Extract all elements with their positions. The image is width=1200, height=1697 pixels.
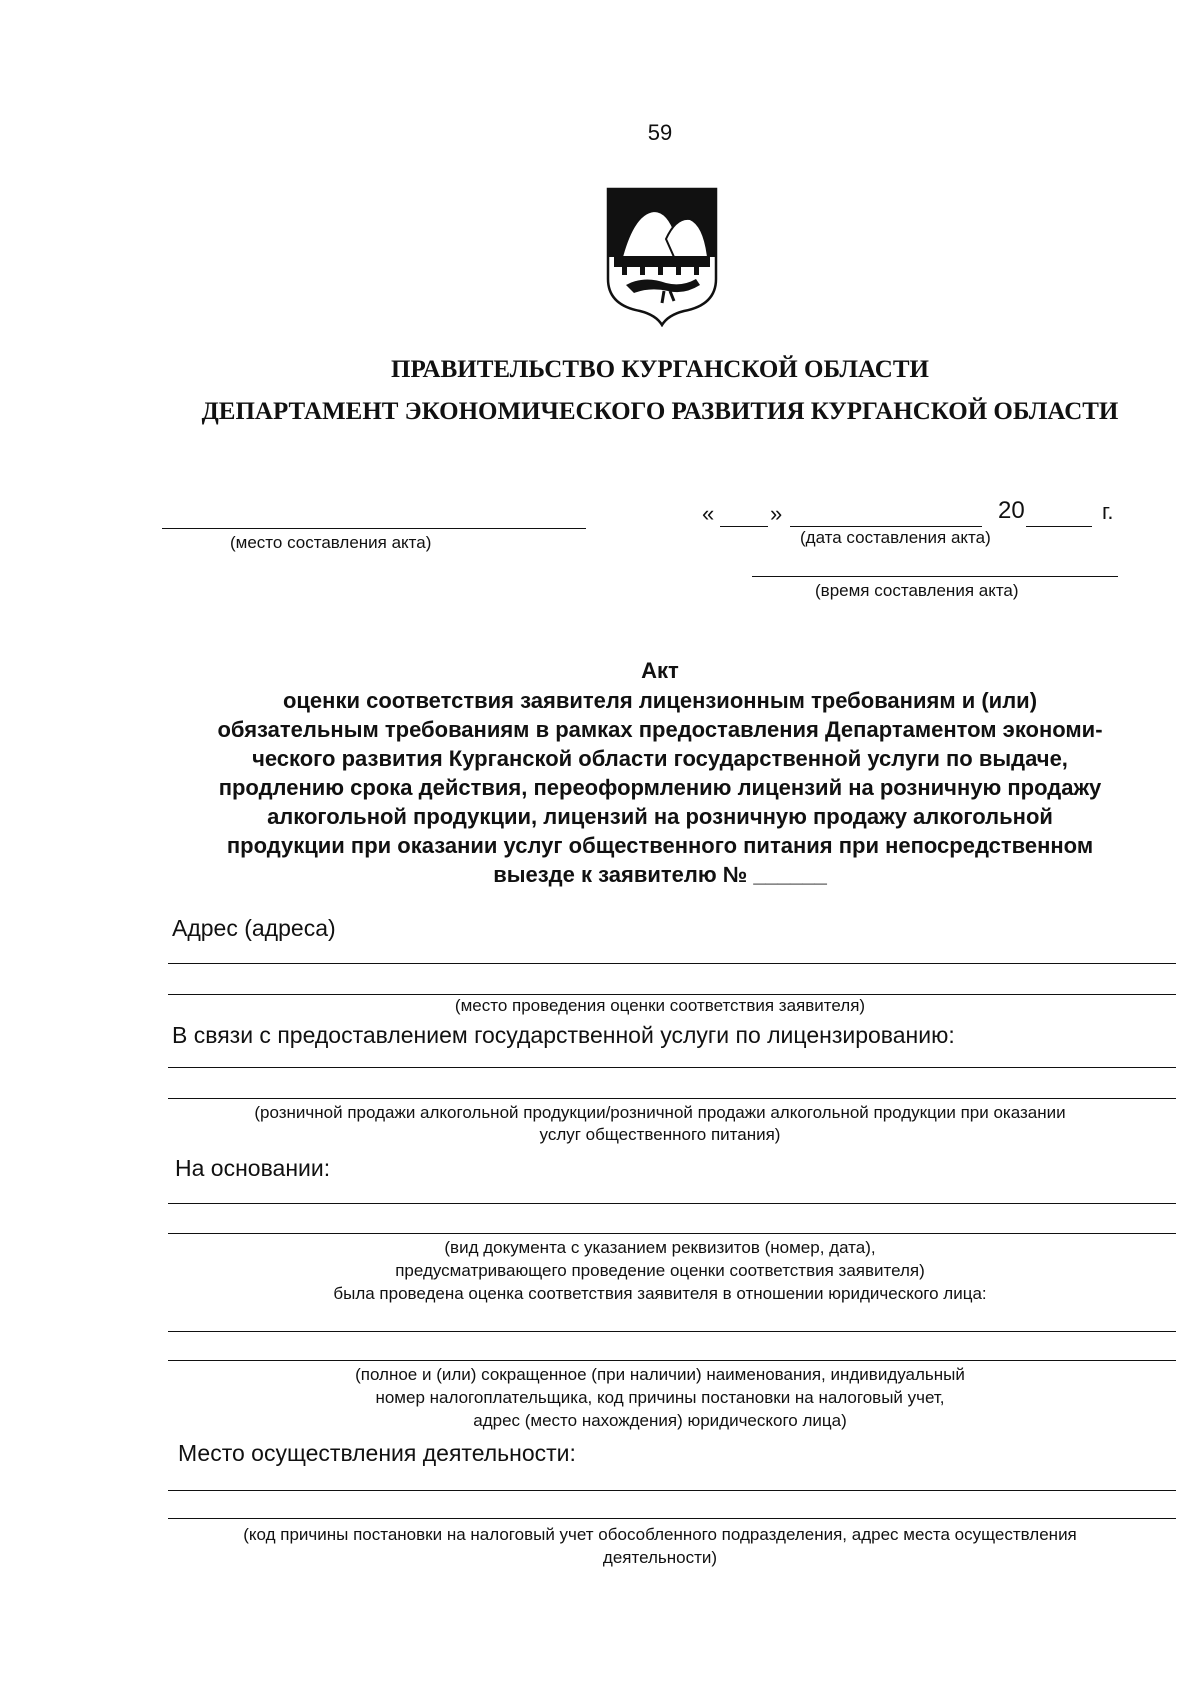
act-subject-line: продукции при оказании услуг общественного питания при непосредственном bbox=[226, 833, 1094, 858]
activity-label: Место осуществления деятельности: bbox=[178, 1440, 576, 1466]
address-caption: (место проведения оценки соответствия заявителя) bbox=[454, 996, 866, 1015]
place-caption: (место составления акта) bbox=[230, 533, 432, 552]
activity-caption-1: (код причины постановки на налоговый учет обособленного подразделения, адрес места осуществления bbox=[243, 1525, 1077, 1544]
entity-caption-2: номер налогоплательщика, код причины постановки на налоговый учет, bbox=[375, 1388, 945, 1407]
address-line-1 bbox=[168, 963, 1176, 964]
basis-caption-3: была проведена оценка соответствия заявителя в отношении юридического лица: bbox=[333, 1284, 987, 1303]
basis-caption-2: предусматривающего проведение оценки соответствия заявителя) bbox=[395, 1261, 925, 1280]
entity-line-1 bbox=[168, 1331, 1176, 1332]
act-subject-line: алкогольной продукции, лицензий на розничную продажу алкогольной bbox=[267, 804, 1053, 829]
month-line bbox=[790, 526, 982, 527]
kurgan-coat-of-arms-icon bbox=[604, 187, 720, 327]
activity-line-1 bbox=[168, 1490, 1176, 1491]
header-department: ДЕПАРТАМЕНТ ЭКОНОМИЧЕСКОГО РАЗВИТИЯ КУРГАНСКОЙ ОБЛАСТИ bbox=[201, 398, 1119, 425]
page-number: 59 bbox=[647, 120, 673, 145]
service-caption-2: услуг общественного питания) bbox=[539, 1125, 781, 1144]
act-subject-line: ческого развития Курганской области государственной услуги по выдаче, bbox=[252, 746, 1068, 771]
service-label: В связи с предоставлением государственной услуги по лицензированию: bbox=[172, 1022, 955, 1048]
date-caption: (дата составления акта) bbox=[800, 528, 991, 547]
header-government: ПРАВИТЕЛЬСТВО КУРГАНСКОЙ ОБЛАСТИ bbox=[391, 356, 929, 383]
act-title: Акт bbox=[641, 658, 679, 683]
time-line bbox=[752, 576, 1118, 577]
year-suffix: г. bbox=[1102, 499, 1114, 524]
basis-line-1 bbox=[168, 1203, 1176, 1204]
activity-line-2 bbox=[168, 1518, 1176, 1519]
year-line bbox=[1026, 526, 1092, 527]
address-label: Адрес (адреса) bbox=[172, 915, 336, 941]
act-subject-line: продлению срока действия, переоформлению лицензий на розничную продажу bbox=[218, 775, 1102, 800]
basis-label: На основании: bbox=[175, 1155, 331, 1181]
entity-caption-3: адрес (место нахождения) юридического лица) bbox=[473, 1411, 847, 1430]
basis-caption-1: (вид документа с указанием реквизитов (номер, дата), bbox=[444, 1238, 876, 1257]
basis-line-2 bbox=[168, 1233, 1176, 1234]
day-line bbox=[720, 526, 768, 527]
address-line-2 bbox=[168, 994, 1176, 995]
quote-close: » bbox=[770, 501, 783, 526]
service-line-2 bbox=[168, 1098, 1176, 1099]
time-caption: (время составления акта) bbox=[815, 581, 1019, 600]
entity-caption-1: (полное и (или) сокращенное (при наличии) наименования, индивидуальный bbox=[355, 1365, 965, 1384]
quote-open: « bbox=[702, 501, 715, 526]
place-line bbox=[162, 528, 586, 529]
act-subject-line: оценки соответствия заявителя лицензионным требованиям и (или) bbox=[282, 688, 1038, 713]
activity-caption-2: деятельности) bbox=[602, 1548, 718, 1567]
entity-line-2 bbox=[168, 1360, 1176, 1361]
year-prefix: 20 bbox=[998, 497, 1025, 524]
service-caption-1: (розничной продажи алкогольной продукции/розничной продажи алкогольной продукции при оказании bbox=[254, 1103, 1066, 1122]
act-subject-line: обязательным требованиям в рамках предоставления Департаментом экономи- bbox=[217, 717, 1103, 742]
service-line-1 bbox=[168, 1067, 1176, 1068]
act-subject-line: выезде к заявителю № ______ bbox=[493, 862, 827, 887]
act-subject bbox=[170, 686, 1150, 889]
